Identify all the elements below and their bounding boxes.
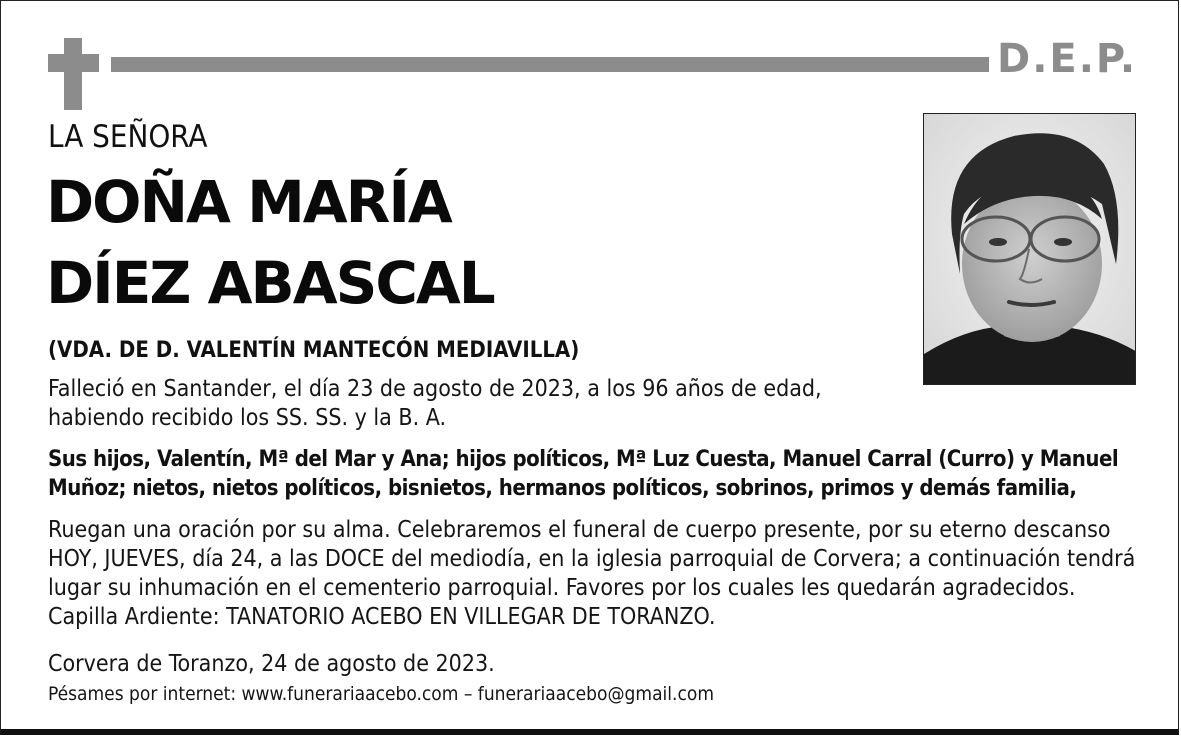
family-list: Sus hijos, Valentín, Mª del Mar y Ana; hijos políticos, Mª Luz Cuesta, Manuel Carral (Curro) y Manuel Muñoz; nietos, nietos políticos, bisnietos, hermanos políticos, sobrinos, primos y demás familia, [48, 447, 1119, 501]
place-date: Corvera de Toranzo, 24 de agosto de 2023. [48, 651, 495, 677]
portrait-photo-icon [923, 113, 1136, 385]
widow-of: (VDA. DE D. VALENTÍN MANTECÓN MEDIAVILLA) [48, 338, 580, 363]
death-notice: Falleció en Santander, el día 23 de agosto de 2023, a los 96 años de edad, habiendo recibido los SS. SS. y la B. A. [48, 376, 822, 431]
latin-cross-icon [64, 38, 82, 110]
latin-cross-icon-bar [48, 54, 99, 72]
header-rule [111, 57, 989, 72]
deceased-name-line1: DOÑA MARÍA [46, 168, 451, 236]
deceased-name-line2: DÍEZ ABASCAL [46, 249, 494, 317]
condolences-contact: Pésames por internet: www.funerariaacebo.com – funerariaacebo@gmail.com [48, 683, 714, 705]
honorific: LA SEÑORA [48, 119, 208, 155]
dep-label: D.E.P. [997, 36, 1138, 82]
ceremony-details: Ruegan una oración por su alma. Celebraremos el funeral de cuerpo presente, por su eterno descanso HOY, JUEVES, día 24, a las DOCE del mediodía, en la iglesia parroquial de Corvera; a continuación tendrá lugar su inhumación en el cementerio parroquial. Favores por los cuales les quedarán agradecidos. Capilla Ardiente: TANATORIO ACEBO EN VILLEGAR DE TORANZO. [48, 517, 1136, 630]
